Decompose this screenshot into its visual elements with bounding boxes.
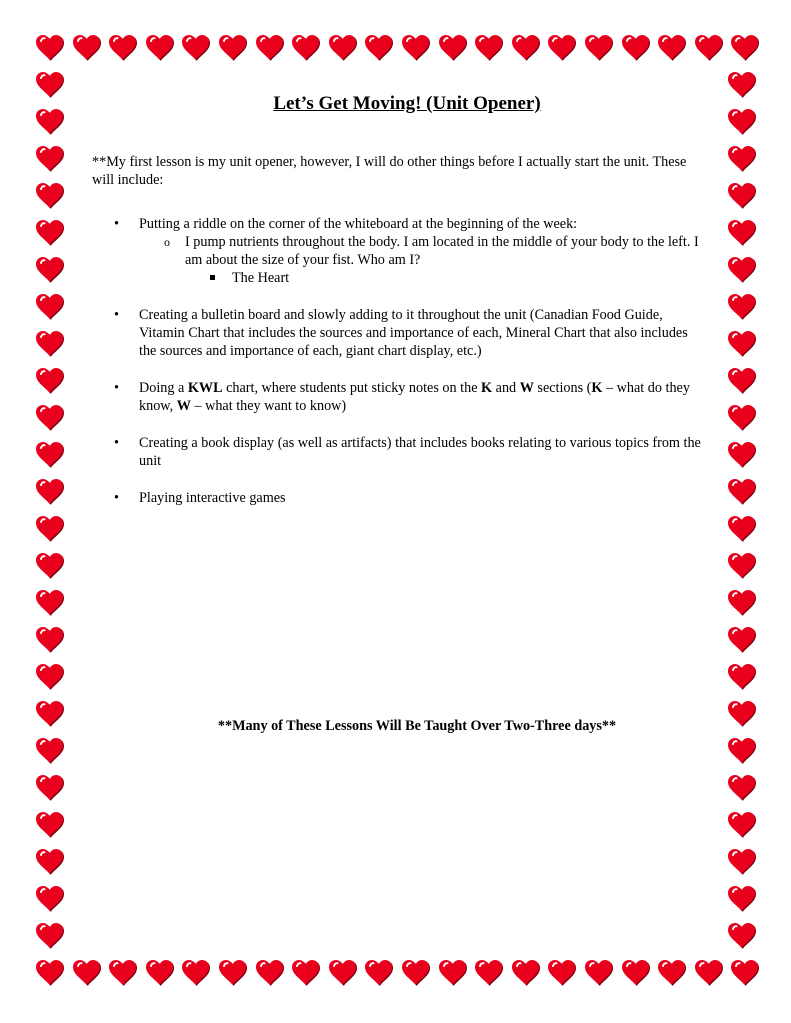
heart-icon [657,34,687,62]
heart-icon [401,34,431,62]
heart-icon [727,552,757,580]
heart-icon [401,959,431,987]
heart-icon [730,959,760,987]
heart-icon [255,34,285,62]
heart-icon [727,256,757,284]
heart-icon [218,959,248,987]
heart-icon [727,293,757,321]
heart-icon [72,959,102,987]
heart-icon [727,922,757,950]
heart-icon [621,959,651,987]
heart-icon [511,34,541,62]
heart-icon [727,71,757,99]
heart-icon [364,959,394,987]
heart-icon [35,515,65,543]
heart-icon [727,626,757,654]
heart-icon [727,589,757,617]
list-item [92,215,702,287]
intro-paragraph: **My first lesson is my unit opener, however, I will do other things before I actually start the unit. These will include: [92,154,687,188]
heart-icon [727,219,757,247]
heart-icon [35,256,65,284]
heart-icon [438,34,468,62]
heart-icon [727,737,757,765]
heart-icon [727,441,757,469]
list-item-text: Playing interactive games [139,490,286,506]
heart-icon [35,293,65,321]
bullet-icon: • [114,435,119,451]
list-item [92,306,702,360]
heart-icon [35,589,65,617]
heart-icon [181,959,211,987]
heart-icon [35,737,65,765]
heart-icon [547,34,577,62]
heart-icon [35,330,65,358]
heart-icon [511,959,541,987]
list-item-text: Doing a KWL chart, where students put sticky notes on the K and W sections (K – what do they know, W – what they want to know) [139,380,690,414]
heart-icon [474,959,504,987]
heart-icon [35,811,65,839]
heart-icon [35,959,65,987]
document-body [92,95,702,526]
bullet-icon: • [114,380,119,396]
heart-icon [727,404,757,432]
heart-icon [35,774,65,802]
page-title: Let’s Get Moving! (Unit Opener) [273,93,541,114]
heart-icon [727,811,757,839]
heart-icon [727,848,757,876]
heart-icon [584,959,614,987]
opener-list [92,215,702,507]
heart-icon [727,182,757,210]
heart-icon [474,34,504,62]
heart-icon [35,885,65,913]
list-item-text: Putting a riddle on the corner of the whiteboard at the beginning of the week: [139,216,578,232]
heart-icon [657,959,687,987]
heart-icon [291,959,321,987]
heart-icon [727,663,757,691]
heart-icon [35,145,65,173]
footer-note: **Many of These Lessons Will Be Taught Over Two-Three days** [217,718,617,734]
heart-icon [727,145,757,173]
heart-icon [694,34,724,62]
list-item [92,379,702,415]
heart-icon [35,108,65,136]
heart-icon [328,34,358,62]
heart-icon [35,478,65,506]
answer-item [185,269,702,287]
heart-icon [255,959,285,987]
heart-icon [328,959,358,987]
riddle-item [139,233,702,287]
answer-list [185,269,702,287]
heart-icon [438,959,468,987]
heart-icon [621,34,651,62]
heart-icon [727,774,757,802]
heart-icon [35,441,65,469]
heart-icon [145,34,175,62]
heart-icon [35,552,65,580]
heart-icon [35,663,65,691]
list-item-text: Creating a book display (as well as artifacts) that includes books relating to various topics from the unit [139,435,701,469]
heart-icon [694,959,724,987]
heart-icon [727,515,757,543]
heart-icon [727,367,757,395]
heart-icon [727,700,757,728]
heart-icon [108,34,138,62]
heart-icon [181,34,211,62]
list-item [92,489,702,507]
square-bullet-icon [210,275,215,280]
heart-icon [35,700,65,728]
heart-icon [218,34,248,62]
bullet-icon: • [114,307,119,323]
heart-icon [291,34,321,62]
heart-icon [364,34,394,62]
circle-bullet-icon: o [164,235,170,249]
heart-icon [35,848,65,876]
heart-icon [35,34,65,62]
bullet-icon: • [114,490,119,506]
heart-icon [730,34,760,62]
heart-icon [35,404,65,432]
heart-icon [547,959,577,987]
riddle-text: I pump nutrients throughout the body. I am located in the middle of your body to the left. I am about the size of your fist. Who am I? [185,234,699,268]
riddle-answer: The Heart [232,270,290,286]
heart-icon [145,959,175,987]
heart-icon [108,959,138,987]
riddle-list [139,233,702,287]
list-item [92,434,702,470]
list-item-text: Creating a bulletin board and slowly adding to it throughout the unit (Canadian Food Guide, Vitamin Chart that includes the sources and importance of each, Mineral Chart that also includes the sources and importance of each, giant chart display, etc.) [139,307,688,359]
heart-icon [727,478,757,506]
heart-icon [35,182,65,210]
heart-icon [35,71,65,99]
heart-icon [35,922,65,950]
heart-icon [35,367,65,395]
bullet-icon: • [114,216,119,232]
heart-icon [72,34,102,62]
heart-icon [727,885,757,913]
heart-icon [727,108,757,136]
heart-icon [35,626,65,654]
heart-icon [35,219,65,247]
heart-icon [727,330,757,358]
heart-icon [584,34,614,62]
